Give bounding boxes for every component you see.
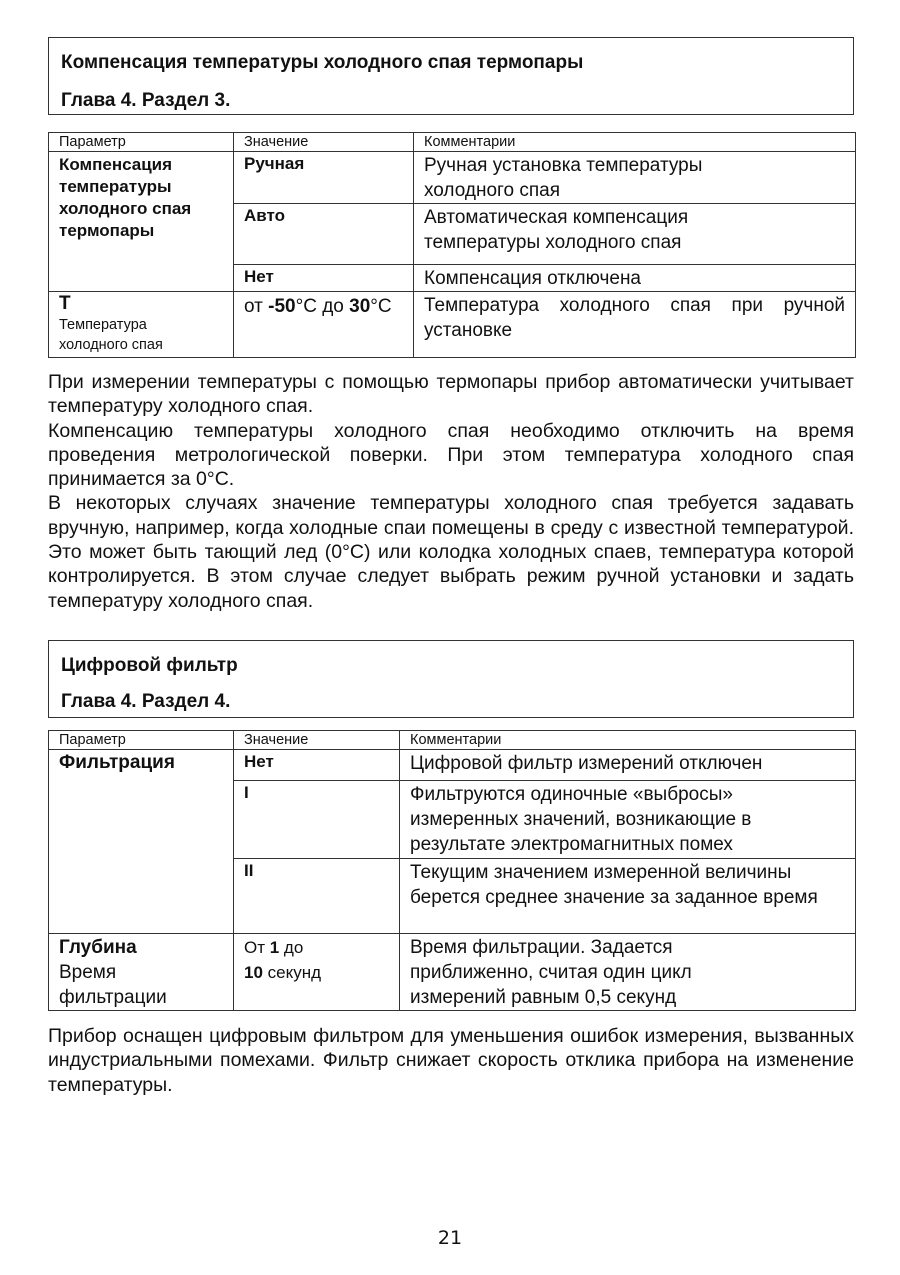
value-none: Нет (234, 750, 400, 781)
header-value: Значение (234, 731, 400, 750)
cold-junction-parameter-table (48, 132, 856, 358)
header-parameter: Параметр (49, 731, 234, 750)
chapter-reference: Глава 4. Раздел 3. (61, 90, 231, 111)
value-manual: Ручная (234, 152, 414, 204)
table-row (49, 750, 856, 781)
comment-temperature: Температура холодного спая при ручной установке (414, 292, 856, 358)
page-number: 21 (437, 1227, 463, 1249)
table-row (49, 152, 856, 204)
header-comments: Комментарии (400, 731, 856, 750)
digital-filter-parameter-table (48, 730, 856, 1011)
comment-none: Компенсация отключена (414, 265, 856, 292)
value-level-1: I (234, 781, 400, 859)
value-auto: Авто (234, 204, 414, 265)
param-filtering: Фильтрация (49, 750, 234, 934)
table-header-row (49, 731, 856, 750)
comment-manual: Ручная установка температуры холодного спая (414, 152, 856, 204)
value-level-2: II (234, 859, 400, 934)
comment-none: Цифровой фильтр измерений отключен (400, 750, 856, 781)
section-title: Компенсация температуры холодного спая термопары (61, 52, 584, 73)
comment-depth: Время фильтрации. Задается приближенно, считая один цикл измерений равным 0,5 секунд (400, 934, 856, 1011)
param-depth: Глубина Время фильтрации (49, 934, 234, 1011)
param-cold-junction-temperature: T Температура холодного спая (49, 292, 234, 358)
value-depth-range: От 1 до 10 секунд (234, 934, 400, 1011)
section-title: Цифровой фильтр (61, 655, 238, 676)
section-header-digital-filter (48, 640, 854, 718)
param-cold-junction-compensation: Компенсация температуры холодного спая термопары (49, 152, 234, 292)
paragraph: Компенсацию температуры холодного спая необходимо отключить на время проведения метрологической поверки. При этом температура холодного спая принимается за 0°C. (48, 419, 854, 491)
header-value: Значение (234, 133, 414, 152)
chapter-reference: Глава 4. Раздел 4. (61, 691, 231, 712)
comment-auto: Автоматическая компенсация температуры холодного спая (414, 204, 856, 265)
section-header-cold-junction (48, 37, 854, 115)
cold-junction-description (48, 370, 854, 613)
paragraph: Прибор оснащен цифровым фильтром для уменьшения ошибок измерения, вызванных индустриальными помехами. Фильтр снижает скорость отклика прибора на изменение температуры. (48, 1025, 854, 1096)
table-row (49, 292, 856, 358)
header-comments: Комментарии (414, 133, 856, 152)
table-row (49, 934, 856, 1011)
table-header-row (49, 133, 856, 152)
paragraph: В некоторых случаях значение температуры холодного спая требуется задавать вручную, например, когда холодные спаи помещены в среду с известной температурой. Это может быть тающий лед (0°C) или колодка холодных спаев, температура которой контролируется. В этом случае следует выбрать режим ручной установки и задать температуру холодного спая. (48, 492, 854, 612)
digital-filter-description (48, 1024, 854, 1097)
comment-level-1: Фильтруются одиночные «выбросы» измеренных значений, возникающие в результате электромагнитных помех (400, 781, 856, 859)
value-temperature-range: от -50°C до 30°C (234, 292, 414, 358)
comment-level-2: Текущим значением измеренной величины берется среднее значение за заданное время (400, 859, 856, 934)
paragraph: При измерении температуры с помощью термопары прибор автоматически учитывает температуру холодного спая. (48, 371, 854, 418)
value-none: Нет (234, 265, 414, 292)
header-parameter: Параметр (49, 133, 234, 152)
